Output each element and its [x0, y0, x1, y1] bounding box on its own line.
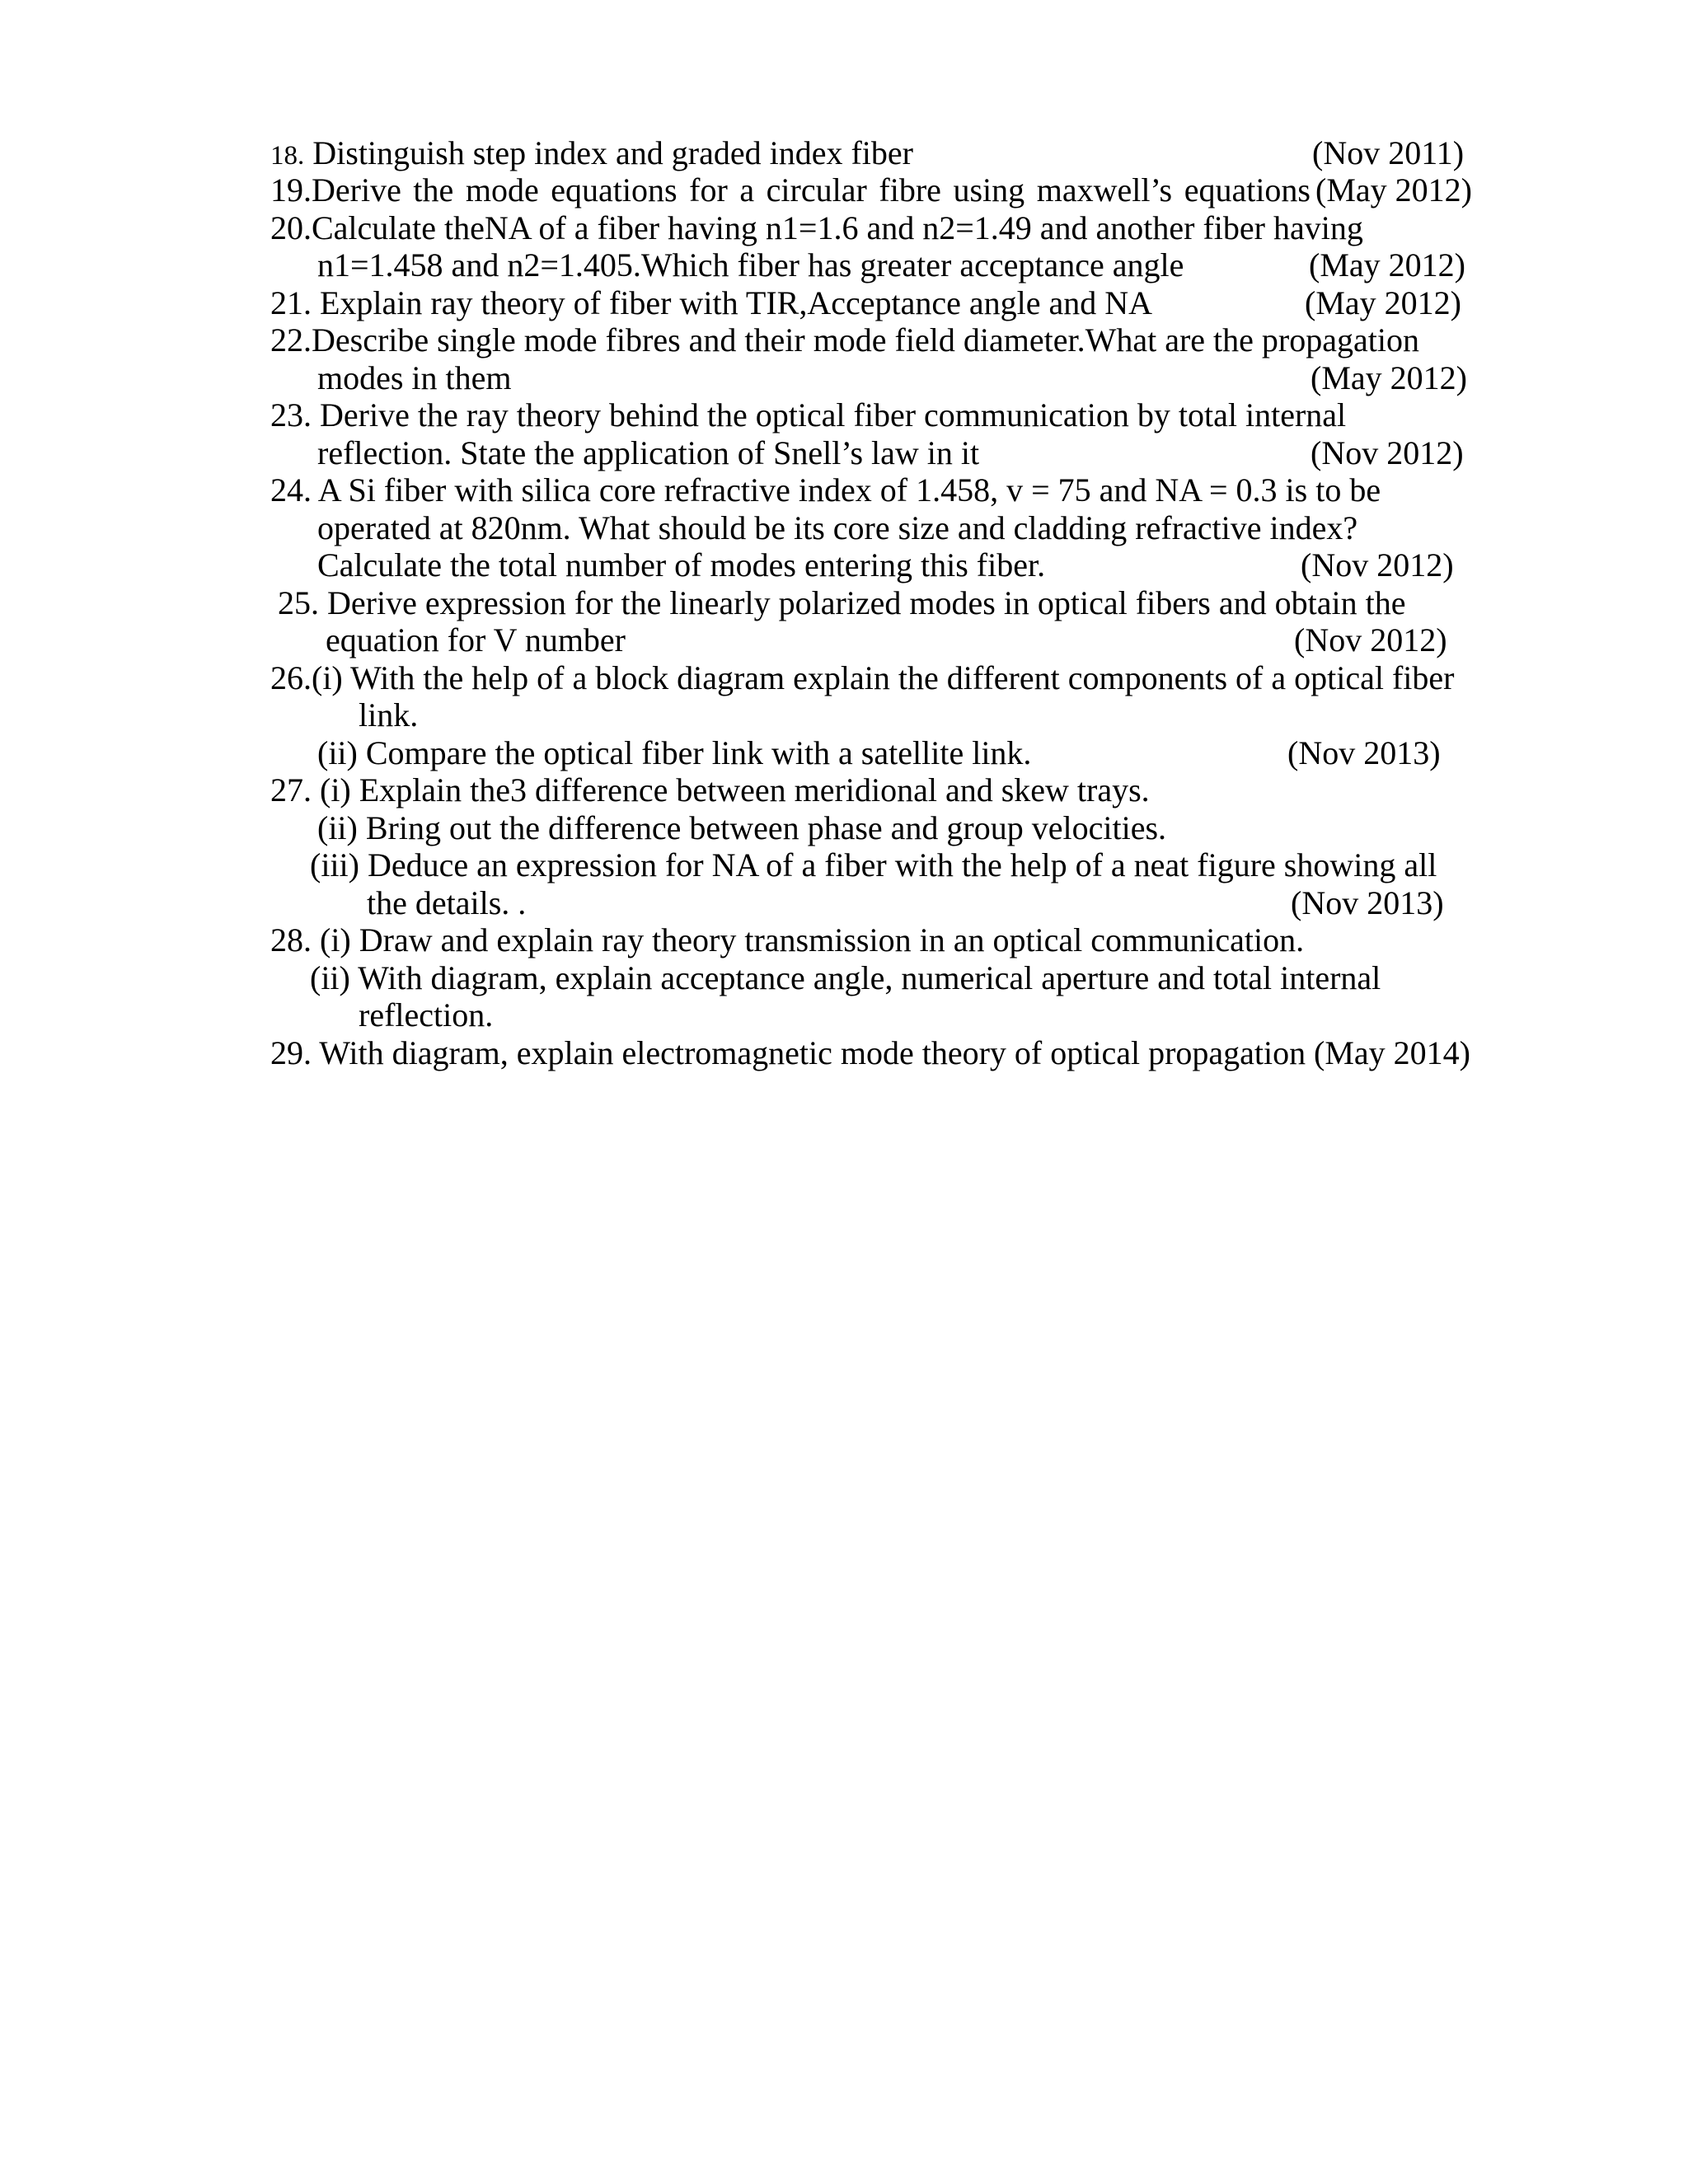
question-number: 29.: [270, 1034, 312, 1071]
question-text: Derive the mode equations for a circular fibre using maxwell’s equations: [312, 171, 1311, 209]
question-26: [270, 659, 1454, 697]
exam-date: (Nov 2012): [1311, 434, 1464, 471]
question-28-continuation: reflection.: [359, 996, 494, 1033]
question-21: [270, 284, 1152, 322]
question-20: [270, 209, 1363, 247]
exam-date: (Nov 2013): [1287, 734, 1441, 771]
question-number: 23.: [270, 396, 312, 434]
exam-date: (May 2014): [1314, 1034, 1470, 1071]
question-27-continuation: the details. .: [367, 884, 527, 921]
question-text: (i) Explain the3 difference between meridional and skew trays.: [320, 771, 1150, 808]
question-22-continuation: modes in them: [317, 359, 512, 396]
question-text: With diagram, explain electromagnetic mode theory of optical propagation: [319, 1034, 1306, 1071]
question-number: 18.: [270, 141, 305, 171]
question-text: Calculate theNA of a fiber having n1=1.6 and n2=1.49 and another fiber having: [312, 209, 1363, 246]
question-18: [270, 134, 913, 175]
question-text: Derive the ray theory behind the optical fiber communication by total internal: [320, 396, 1347, 434]
question-text: (i) Draw and explain ray theory transmission in an optical communication.: [320, 921, 1305, 958]
question-text: (i) With the help of a block diagram explain the different components of a optical fiber: [312, 659, 1455, 696]
exam-date: (Nov 2013): [1291, 884, 1444, 921]
question-27-part-iii: (iii) Deduce an expression for NA of a fiber with the help of a neat figure showing all: [310, 846, 1437, 883]
question-26-part-ii: (ii) Compare the optical fiber link with a satellite link.: [317, 734, 1032, 771]
question-text: A Si fiber with silica core refractive index of 1.458, v = 75 and NA = 0.3 is to be: [317, 471, 1381, 509]
question-29: [270, 1034, 1306, 1072]
question-text: Derive expression for the linearly polarized modes in optical fibers and obtain the: [327, 584, 1406, 621]
question-23-continuation: reflection. State the application of Snell’s law in it: [317, 434, 980, 471]
question-number: 21.: [270, 284, 312, 321]
question-number: 26.: [270, 659, 312, 696]
question-26-continuation: link.: [359, 696, 419, 733]
question-24: [270, 471, 1381, 509]
question-25-continuation: equation for V number: [326, 621, 626, 658]
question-28: [270, 921, 1304, 959]
exam-date: (May 2012): [1305, 284, 1461, 321]
exam-date: (Nov 2012): [1301, 546, 1454, 583]
question-22: [270, 321, 1419, 359]
question-25: [278, 584, 1405, 622]
question-number: 27.: [270, 771, 312, 808]
exam-date: (May 2012): [1309, 246, 1465, 284]
question-28-part-ii: (ii) With diagram, explain acceptance angle, numerical aperture and total internal: [310, 959, 1381, 996]
question-text: Distinguish step index and graded index fiber: [312, 134, 913, 171]
question-19: [270, 171, 1311, 209]
question-number: 28.: [270, 921, 312, 958]
question-20-continuation: n1=1.458 and n2=1.405.Which fiber has greater acceptance angle: [317, 246, 1184, 284]
question-number: 24.: [270, 471, 312, 509]
exam-date: (May 2012): [1311, 359, 1467, 396]
question-number: 20.: [270, 209, 312, 246]
exam-date: (May 2012): [1315, 171, 1472, 209]
question-text: Describe single mode fibres and their mode field diameter.What are the propagation: [312, 321, 1419, 359]
question-24-continuation: Calculate the total number of modes entering this fiber.: [317, 546, 1046, 583]
question-number: 25.: [278, 584, 319, 621]
question-23: [270, 396, 1346, 434]
question-27-part-ii: (ii) Bring out the difference between phase and group velocities.: [317, 809, 1167, 846]
question-24-continuation: operated at 820nm. What should be its core size and cladding refractive index?: [317, 509, 1358, 546]
question-number: 19.: [270, 171, 312, 209]
exam-date: (Nov 2012): [1294, 621, 1447, 658]
question-number: 22.: [270, 321, 312, 359]
exam-date: (Nov 2011): [1312, 134, 1465, 171]
question-text: Explain ray theory of fiber with TIR,Acceptance angle and NA: [320, 284, 1152, 321]
question-27: [270, 771, 1150, 809]
